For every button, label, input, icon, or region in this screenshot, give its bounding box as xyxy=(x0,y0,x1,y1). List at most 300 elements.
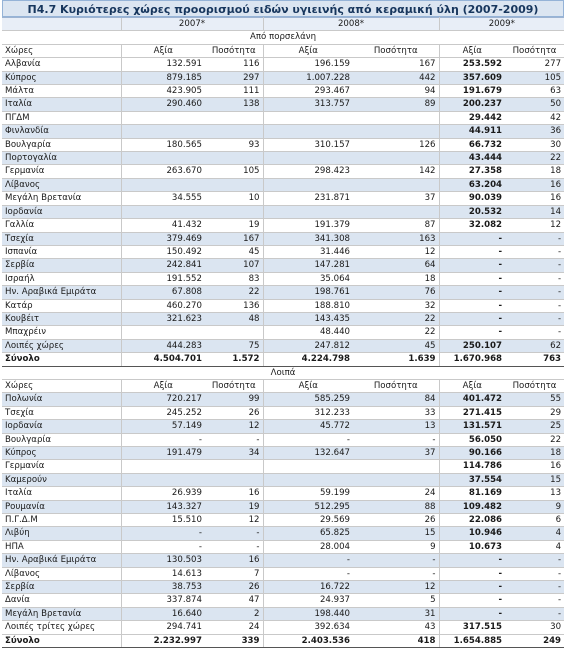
qty-2007-cell xyxy=(205,178,263,191)
qty-2009-cell: 30 xyxy=(505,621,564,634)
value-2009-cell: 317.515 xyxy=(439,621,505,634)
qty-2008-cell: - xyxy=(353,554,439,567)
section-heading-row xyxy=(2,366,564,379)
table-row xyxy=(2,554,564,567)
value-2009-cell: 10.673 xyxy=(439,540,505,553)
qty-2009-cell: 63 xyxy=(505,85,564,98)
value-2009-cell: - xyxy=(439,567,505,580)
qty-2008-cell: 32 xyxy=(353,299,439,312)
country-cell: Ην. Αραβικά Εμιράτα xyxy=(2,286,121,299)
qty-2008-cell: 18 xyxy=(353,272,439,285)
table-row xyxy=(2,219,564,232)
section-heading: Λοιπά xyxy=(2,366,564,379)
qty-2007-cell: 138 xyxy=(205,98,263,111)
qty-2009-cell: - xyxy=(505,567,564,580)
value-2009-cell: - xyxy=(439,581,505,594)
value-2007-cell xyxy=(121,326,205,339)
year-2007-header: 2007* xyxy=(121,18,263,31)
value-2007-cell xyxy=(121,125,205,138)
table-row xyxy=(2,152,564,165)
qty-2007-cell: - xyxy=(205,527,263,540)
table-row xyxy=(2,621,564,634)
value-2009-cell: - xyxy=(439,272,505,285)
qty-2008-cell: 37 xyxy=(353,192,439,205)
value-2008-cell xyxy=(263,152,353,165)
qty-2007-cell: 26 xyxy=(205,406,263,419)
qty-2008-cell: 13 xyxy=(353,420,439,433)
total-row xyxy=(2,634,564,647)
value-2007-cell: 337.874 xyxy=(121,594,205,607)
qty-2008-cell: 24 xyxy=(353,487,439,500)
country-cell: Λίβανος xyxy=(2,178,121,191)
qty-2008-cell: 12 xyxy=(353,245,439,258)
qty-2007-cell: 339 xyxy=(205,634,263,647)
table-row xyxy=(2,58,564,71)
value-2009-cell: - xyxy=(439,232,505,245)
qty-2008-cell: 142 xyxy=(353,165,439,178)
qty-2008-cell xyxy=(353,111,439,124)
country-cell: Μάλτα xyxy=(2,85,121,98)
qty-2009-cell: 249 xyxy=(505,634,564,647)
table-row xyxy=(2,85,564,98)
qty-2007-cell: 12 xyxy=(205,514,263,527)
value-2008-cell: 45.772 xyxy=(263,420,353,433)
table-row xyxy=(2,473,564,486)
qty-2009-cell: 763 xyxy=(505,353,564,366)
value-2007-cell: - xyxy=(121,527,205,540)
qty-2009-cell: - xyxy=(505,581,564,594)
value-2008-cell xyxy=(263,111,353,124)
value-2008-cell: 143.435 xyxy=(263,312,353,325)
value-2007-cell: 321.623 xyxy=(121,312,205,325)
qty-2007-cell: 83 xyxy=(205,272,263,285)
value-2007-cell: 26.939 xyxy=(121,487,205,500)
qty-2007-column-header: Ποσότητα xyxy=(205,44,263,57)
table-row xyxy=(2,433,564,446)
qty-2008-cell: 167 xyxy=(353,58,439,71)
value-2009-cell: 1.670.968 xyxy=(439,353,505,366)
qty-2009-cell: - xyxy=(505,607,564,620)
value-2008-cell: 313.757 xyxy=(263,98,353,111)
value-2007-cell: 263.670 xyxy=(121,165,205,178)
table-row xyxy=(2,447,564,460)
country-cell: Τσεχία xyxy=(2,232,121,245)
table-row xyxy=(2,272,564,285)
value-2007-cell: 34.555 xyxy=(121,192,205,205)
qty-2007-cell xyxy=(205,326,263,339)
value-2008-cell: 132.647 xyxy=(263,447,353,460)
country-cell: Βουλγαρία xyxy=(2,138,121,151)
value-2008-cell xyxy=(263,178,353,191)
country-cell: Ιορδανία xyxy=(2,205,121,218)
qty-2007-cell: 12 xyxy=(205,420,263,433)
qty-2007-cell: 75 xyxy=(205,339,263,352)
data-table xyxy=(2,17,564,648)
qty-2007-cell: 105 xyxy=(205,165,263,178)
value-2007-cell: 16.640 xyxy=(121,607,205,620)
value-2009-cell: 43.444 xyxy=(439,152,505,165)
qty-2008-cell: 64 xyxy=(353,259,439,272)
country-cell: Σύνολο xyxy=(2,353,121,366)
country-cell: Μπαχρέιν xyxy=(2,326,121,339)
qty-2009-cell: - xyxy=(505,554,564,567)
value-2009-cell: - xyxy=(439,607,505,620)
value-2008-cell: 512.295 xyxy=(263,500,353,513)
year-spacer xyxy=(2,18,121,31)
qty-2009-cell: 42 xyxy=(505,111,564,124)
country-cell: Μεγάλη Βρετανία xyxy=(2,192,121,205)
qty-2008-cell: 12 xyxy=(353,581,439,594)
table-row xyxy=(2,259,564,272)
table-row xyxy=(2,393,564,406)
value-2008-cell: 298.423 xyxy=(263,165,353,178)
qty-2008-cell: 94 xyxy=(353,85,439,98)
qty-2008-cell xyxy=(353,178,439,191)
qty-2008-cell xyxy=(353,152,439,165)
table-row xyxy=(2,125,564,138)
country-cell: Γαλλία xyxy=(2,219,121,232)
table-row xyxy=(2,326,564,339)
country-cell: Σερβία xyxy=(2,581,121,594)
qty-2008-cell: 15 xyxy=(353,527,439,540)
value-2008-cell: 198.761 xyxy=(263,286,353,299)
country-cell: Μεγάλη Βρετανία xyxy=(2,607,121,620)
country-cell: Γερμανία xyxy=(2,460,121,473)
value-2008-cell: 147.281 xyxy=(263,259,353,272)
value-2009-cell: - xyxy=(439,286,505,299)
value-2009-cell: 81.169 xyxy=(439,487,505,500)
qty-2007-cell: 10 xyxy=(205,192,263,205)
value-2008-cell: 28.004 xyxy=(263,540,353,553)
qty-2007-cell: 16 xyxy=(205,487,263,500)
qty-2008-cell: 9 xyxy=(353,540,439,553)
value-2007-cell: 14.613 xyxy=(121,567,205,580)
value-2009-cell: 200.237 xyxy=(439,98,505,111)
value-2007-cell: 2.232.997 xyxy=(121,634,205,647)
qty-2008-cell: 22 xyxy=(353,312,439,325)
qty-2009-cell: 22 xyxy=(505,433,564,446)
value-2009-cell: - xyxy=(439,594,505,607)
qty-2008-cell: 22 xyxy=(353,326,439,339)
table-row xyxy=(2,165,564,178)
value-2009-cell: 253.592 xyxy=(439,58,505,71)
qty-2009-cell: - xyxy=(505,245,564,258)
value-2008-cell: 48.440 xyxy=(263,326,353,339)
table-row xyxy=(2,138,564,151)
country-cell: Τσεχία xyxy=(2,406,121,419)
table-row xyxy=(2,406,564,419)
value-2008-cell: 59.199 xyxy=(263,487,353,500)
country-cell: Κουβέιτ xyxy=(2,312,121,325)
value-2009-cell: 90.166 xyxy=(439,447,505,460)
value-2009-cell: 271.415 xyxy=(439,406,505,419)
table-row xyxy=(2,540,564,553)
qty-2008-cell: 1.639 xyxy=(353,353,439,366)
value-2008-column-header: Αξία xyxy=(263,44,353,57)
value-2008-cell: 29.569 xyxy=(263,514,353,527)
country-cell: Ρουμανία xyxy=(2,500,121,513)
value-2008-cell: 231.871 xyxy=(263,192,353,205)
table-row xyxy=(2,460,564,473)
qty-2008-cell: 89 xyxy=(353,98,439,111)
qty-2008-cell xyxy=(353,205,439,218)
qty-2008-cell: 442 xyxy=(353,71,439,84)
qty-2008-column-header: Ποσότητα xyxy=(353,379,439,392)
value-2008-cell: - xyxy=(263,567,353,580)
value-2007-cell xyxy=(121,473,205,486)
country-cell: Βουλγαρία xyxy=(2,433,121,446)
table-row xyxy=(2,286,564,299)
value-2008-cell xyxy=(263,125,353,138)
qty-2007-cell: 22 xyxy=(205,286,263,299)
qty-2007-cell: 99 xyxy=(205,393,263,406)
qty-2007-cell xyxy=(205,111,263,124)
qty-2007-cell: 48 xyxy=(205,312,263,325)
value-2008-cell: 191.379 xyxy=(263,219,353,232)
qty-2009-cell: 55 xyxy=(505,393,564,406)
qty-2009-cell: - xyxy=(505,286,564,299)
value-2008-cell xyxy=(263,473,353,486)
value-2008-cell: 196.159 xyxy=(263,58,353,71)
value-2008-cell: 341.308 xyxy=(263,232,353,245)
country-cell: Ην. Αραβικά Εμιράτα xyxy=(2,554,121,567)
country-cell: Κύπρος xyxy=(2,71,121,84)
value-2008-cell: 31.446 xyxy=(263,245,353,258)
value-2008-cell: 188.810 xyxy=(263,299,353,312)
qty-2009-cell: 9 xyxy=(505,500,564,513)
value-2008-cell: 312.233 xyxy=(263,406,353,419)
value-2009-cell: 22.086 xyxy=(439,514,505,527)
value-2007-cell: 4.504.701 xyxy=(121,353,205,366)
table-row xyxy=(2,500,564,513)
table-row xyxy=(2,339,564,352)
value-2009-cell: 250.107 xyxy=(439,339,505,352)
table-row xyxy=(2,178,564,191)
value-2009-column-header: Αξία xyxy=(439,379,505,392)
country-cell: Ιταλία xyxy=(2,487,121,500)
qty-2007-cell xyxy=(205,125,263,138)
value-2007-cell: 67.808 xyxy=(121,286,205,299)
qty-2007-column-header: Ποσότητα xyxy=(205,379,263,392)
column-header-row xyxy=(2,44,564,57)
qty-2009-cell: - xyxy=(505,326,564,339)
country-cell: ΠΓΔΜ xyxy=(2,111,121,124)
section-heading-row xyxy=(2,31,564,44)
country-cell: Ιορδανία xyxy=(2,420,121,433)
value-2008-cell: 35.064 xyxy=(263,272,353,285)
table-row xyxy=(2,607,564,620)
country-cell: Λοιπές χώρες xyxy=(2,339,121,352)
qty-2009-cell: 4 xyxy=(505,540,564,553)
value-2007-column-header: Αξία xyxy=(121,44,205,57)
qty-2007-cell: 19 xyxy=(205,500,263,513)
value-2007-cell: 423.905 xyxy=(121,85,205,98)
qty-2009-cell: 277 xyxy=(505,58,564,71)
year-2009-header: 2009* xyxy=(439,18,564,31)
qty-2009-column-header: Ποσότητα xyxy=(505,44,564,57)
value-2007-cell: 150.492 xyxy=(121,245,205,258)
qty-2009-cell: 50 xyxy=(505,98,564,111)
table-row xyxy=(2,98,564,111)
qty-2007-cell: 34 xyxy=(205,447,263,460)
qty-2009-cell: 13 xyxy=(505,487,564,500)
qty-2007-cell: 297 xyxy=(205,71,263,84)
value-2009-cell: 63.204 xyxy=(439,178,505,191)
value-2008-cell xyxy=(263,205,353,218)
value-2009-cell: 29.442 xyxy=(439,111,505,124)
value-2009-cell: 66.732 xyxy=(439,138,505,151)
value-2007-cell: 41.432 xyxy=(121,219,205,232)
value-2007-cell xyxy=(121,111,205,124)
value-2008-cell: 585.259 xyxy=(263,393,353,406)
value-2007-cell: 38.753 xyxy=(121,581,205,594)
qty-2009-cell: 16 xyxy=(505,192,564,205)
table-row xyxy=(2,205,564,218)
country-cell: Σύνολο xyxy=(2,634,121,647)
qty-2008-cell: 33 xyxy=(353,406,439,419)
country-cell: Π.Γ.Δ.Μ xyxy=(2,514,121,527)
qty-2009-cell: 14 xyxy=(505,205,564,218)
qty-2007-cell: 93 xyxy=(205,138,263,151)
qty-2007-cell: 2 xyxy=(205,607,263,620)
qty-2007-cell xyxy=(205,152,263,165)
qty-2009-cell: 30 xyxy=(505,138,564,151)
qty-2008-cell: 76 xyxy=(353,286,439,299)
qty-2009-cell: 22 xyxy=(505,152,564,165)
qty-2008-cell: 5 xyxy=(353,594,439,607)
value-2008-cell: 392.634 xyxy=(263,621,353,634)
country-cell: Σερβία xyxy=(2,259,121,272)
qty-2007-cell: 16 xyxy=(205,554,263,567)
qty-2008-cell: 31 xyxy=(353,607,439,620)
value-2007-cell: 130.503 xyxy=(121,554,205,567)
qty-2008-cell xyxy=(353,125,439,138)
value-2008-cell: 65.825 xyxy=(263,527,353,540)
qty-2009-cell: 16 xyxy=(505,460,564,473)
value-2008-cell xyxy=(263,460,353,473)
qty-2009-cell: - xyxy=(505,232,564,245)
year-2008-header: 2008* xyxy=(263,18,439,31)
qty-2007-cell xyxy=(205,460,263,473)
value-2007-cell: 132.591 xyxy=(121,58,205,71)
section-heading: Από πορσελάνη xyxy=(2,31,564,44)
value-2007-cell: 180.565 xyxy=(121,138,205,151)
value-2007-cell xyxy=(121,178,205,191)
value-2007-cell: 460.270 xyxy=(121,299,205,312)
value-2009-cell: 90.039 xyxy=(439,192,505,205)
value-2009-cell: - xyxy=(439,245,505,258)
table-row xyxy=(2,594,564,607)
value-2007-cell: 290.460 xyxy=(121,98,205,111)
country-cell: Κύπρος xyxy=(2,447,121,460)
qty-2007-cell: 1.572 xyxy=(205,353,263,366)
value-2009-cell: - xyxy=(439,259,505,272)
value-2009-cell: 37.554 xyxy=(439,473,505,486)
qty-2007-cell: 116 xyxy=(205,58,263,71)
qty-2007-cell xyxy=(205,205,263,218)
table-row xyxy=(2,71,564,84)
qty-2008-cell: 126 xyxy=(353,138,439,151)
value-2009-cell: 32.082 xyxy=(439,219,505,232)
value-2007-cell xyxy=(121,205,205,218)
total-row xyxy=(2,353,564,366)
country-column-header: Χώρες xyxy=(2,44,121,57)
country-cell: Κατάρ xyxy=(2,299,121,312)
qty-2009-cell: - xyxy=(505,299,564,312)
qty-2009-cell: 105 xyxy=(505,71,564,84)
country-cell: Λοιπές τρίτες χώρες xyxy=(2,621,121,634)
value-2007-cell: 191.552 xyxy=(121,272,205,285)
qty-2007-cell: 136 xyxy=(205,299,263,312)
value-2007-column-header: Αξία xyxy=(121,379,205,392)
value-2009-cell: 357.609 xyxy=(439,71,505,84)
value-2009-cell: - xyxy=(439,312,505,325)
qty-2008-column-header: Ποσότητα xyxy=(353,44,439,57)
qty-2008-cell: 87 xyxy=(353,219,439,232)
qty-2008-cell: 43 xyxy=(353,621,439,634)
value-2007-cell: - xyxy=(121,433,205,446)
table-row xyxy=(2,111,564,124)
value-2008-cell: 1.007.228 xyxy=(263,71,353,84)
table-row xyxy=(2,514,564,527)
qty-2008-cell: 84 xyxy=(353,393,439,406)
value-2009-cell: 109.482 xyxy=(439,500,505,513)
qty-2007-cell: - xyxy=(205,540,263,553)
qty-2008-cell: 37 xyxy=(353,447,439,460)
value-2008-cell: 4.224.798 xyxy=(263,353,353,366)
table-row xyxy=(2,567,564,580)
table-row xyxy=(2,232,564,245)
qty-2007-cell: 111 xyxy=(205,85,263,98)
qty-2007-cell: - xyxy=(205,433,263,446)
table-row xyxy=(2,527,564,540)
value-2007-cell: 191.479 xyxy=(121,447,205,460)
value-2009-cell: 114.786 xyxy=(439,460,505,473)
qty-2008-cell: - xyxy=(353,433,439,446)
country-cell: ΗΠΑ xyxy=(2,540,121,553)
value-2007-cell: 143.327 xyxy=(121,500,205,513)
value-2008-cell: - xyxy=(263,433,353,446)
value-2007-cell: 57.149 xyxy=(121,420,205,433)
table-row xyxy=(2,312,564,325)
qty-2007-cell: 45 xyxy=(205,245,263,258)
column-header-row xyxy=(2,379,564,392)
qty-2009-cell: - xyxy=(505,259,564,272)
value-2007-cell xyxy=(121,460,205,473)
qty-2007-cell: 19 xyxy=(205,219,263,232)
country-cell: Πορτογαλία xyxy=(2,152,121,165)
country-cell: Πολωνία xyxy=(2,393,121,406)
value-2008-cell: 2.403.536 xyxy=(263,634,353,647)
value-2007-cell: 879.185 xyxy=(121,71,205,84)
country-cell: Καμερούν xyxy=(2,473,121,486)
qty-2009-cell: 36 xyxy=(505,125,564,138)
qty-2009-cell: - xyxy=(505,312,564,325)
value-2009-cell: 56.050 xyxy=(439,433,505,446)
value-2008-cell: 16.722 xyxy=(263,581,353,594)
value-2008-cell: 198.440 xyxy=(263,607,353,620)
value-2008-column-header: Αξία xyxy=(263,379,353,392)
report-table-panel xyxy=(2,0,564,648)
value-2007-cell: 294.741 xyxy=(121,621,205,634)
table-row xyxy=(2,299,564,312)
country-cell: Λίβανος xyxy=(2,567,121,580)
table-row xyxy=(2,245,564,258)
country-cell: Γερμανία xyxy=(2,165,121,178)
qty-2008-cell xyxy=(353,473,439,486)
qty-2007-cell xyxy=(205,473,263,486)
value-2008-cell: 24.937 xyxy=(263,594,353,607)
